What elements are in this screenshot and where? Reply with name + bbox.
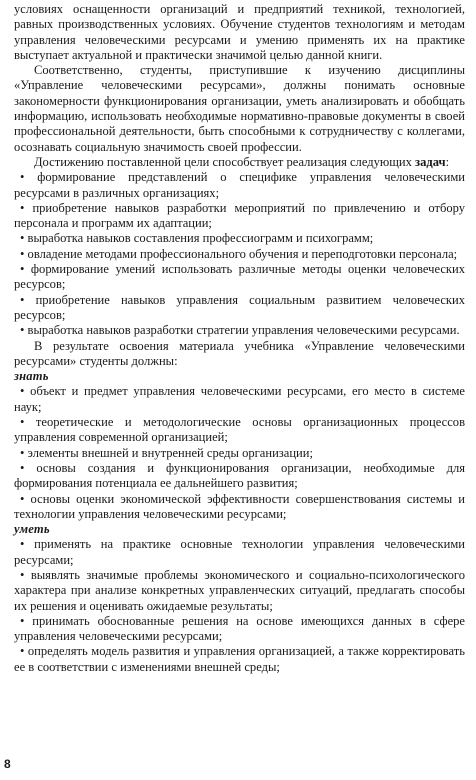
know-heading: знать: [14, 369, 49, 384]
list-item: [14, 415, 465, 446]
paragraph-continuation: условиях оснащенности организаций и предприятий техникой, технологией, равных производственных условиях. Обучение студентов технологиям и методам управления человеческими ресурсами и умению применять их на практике выступает актуальной и практически значимой целью данной книги.: [14, 2, 465, 62]
list-item-text: приобретение навыков управления социальным развитием человеческих ресурсов;: [14, 292, 465, 322]
tasks-colon: :: [445, 154, 450, 169]
list-item-text: принимать обоснованные решения на основе имеющихся данных в сфере управления человеческими ресурсами;: [14, 613, 465, 644]
bullet-icon: •: [20, 460, 25, 475]
list-item-text: теоретические и методологические основы организационных процессов управления современной организацией;: [14, 415, 465, 445]
list-item-text: выработка навыков составления профессиограмм и психограмм;: [27, 231, 374, 246]
list-item: [14, 644, 465, 675]
tasks-list: [14, 170, 465, 338]
paragraph-tasks-intro: [14, 155, 465, 170]
bullet-icon: •: [20, 445, 25, 460]
bullet-icon: •: [20, 292, 25, 307]
list-item: [14, 231, 465, 246]
list-item: [14, 492, 465, 523]
list-item: [14, 262, 465, 293]
list-item: [14, 293, 465, 324]
bullet-icon: •: [20, 491, 25, 506]
list-item-text: объект и предмет управления человеческими ресурсами, его место в системе наук;: [14, 384, 466, 414]
list-item-text: определять модель развития и управления организацией, а также корректировать ее в соответствии с изменениями внешней среды;: [14, 644, 465, 674]
list-item-text: выработка навыков разработки стратегии управления человеческими ресурсами.: [27, 323, 460, 338]
bullet-icon: •: [20, 231, 25, 246]
paragraph-discipline: Соответственно, студенты, приступившие к изучению дисциплины «Управление человеческими ресурсами», должны понимать основные закономерности функционирования организации, уметь анализировать и обобщать информацию, использовать необходимые нормативно-правовые документы в своей профессиональной деятельности, быть способными к сотрудничеству с коллегами, осознавать социальную значимость своей профессии.: [14, 63, 465, 154]
tasks-intro-text: Достижению поставленной цели способствует реализация следующих: [34, 154, 412, 169]
list-item-text: формирование представлений о специфике управления человеческими ресурсами в различных организациях;: [14, 170, 465, 200]
list-item: [14, 568, 465, 614]
list-item: [14, 461, 465, 492]
list-item-text: основы оценки экономической эффективности совершенствования системы и технологии управления человеческими ресурсами;: [14, 491, 465, 521]
page-text: [14, 2, 465, 675]
list-item-text: элементы внешней и внутренней среды организации;: [27, 445, 313, 460]
list-item-text: применять на практике основные технологии управления человеческими ресурсами;: [14, 537, 465, 567]
can-heading: уметь: [14, 522, 50, 537]
bullet-icon: •: [20, 384, 25, 399]
can-list: [14, 537, 465, 675]
know-list: [14, 384, 465, 522]
list-item-text: выявлять значимые проблемы экономического и социально-психологического характера при анализе конкретных управленческих ситуаций, предлагать способы их решения и оценивать ожидаемые результаты;: [14, 567, 465, 613]
bullet-icon: •: [20, 567, 25, 582]
list-item: [14, 384, 465, 415]
bullet-icon: •: [20, 246, 25, 261]
list-item: [14, 247, 465, 262]
bullet-icon: •: [20, 323, 25, 338]
list-item-text: приобретение навыков разработки мероприятий по привлечению и отбору персонала и программ их адаптации;: [14, 200, 465, 231]
bullet-icon: •: [20, 262, 25, 277]
list-item: [14, 537, 465, 568]
list-item-text: формирование умений использовать различные методы оценки человеческих ресурсов;: [14, 262, 465, 292]
list-item: [14, 446, 465, 461]
list-item: [14, 170, 465, 201]
bullet-icon: •: [20, 170, 25, 185]
bullet-icon: •: [20, 613, 25, 628]
bullet-icon: •: [20, 537, 25, 552]
list-item: [14, 201, 465, 232]
list-item-text: овладение методами профессионального обучения и переподготовки персонала;: [27, 246, 458, 261]
tasks-keyword: задач: [415, 154, 446, 169]
bullet-icon: •: [20, 415, 25, 430]
list-item: [14, 323, 465, 338]
bullet-icon: •: [20, 200, 25, 215]
list-item: [14, 614, 465, 645]
paragraph-outcomes-intro: В результате освоения материала учебника «Управление человеческими ресурсами» студенты должны:: [14, 338, 465, 368]
bullet-icon: •: [20, 644, 25, 659]
page-number: 8: [4, 757, 11, 771]
list-item-text: основы создания и функционирования организации, необходимые для формирования потенциала ее дальнейшего развития;: [14, 460, 465, 491]
